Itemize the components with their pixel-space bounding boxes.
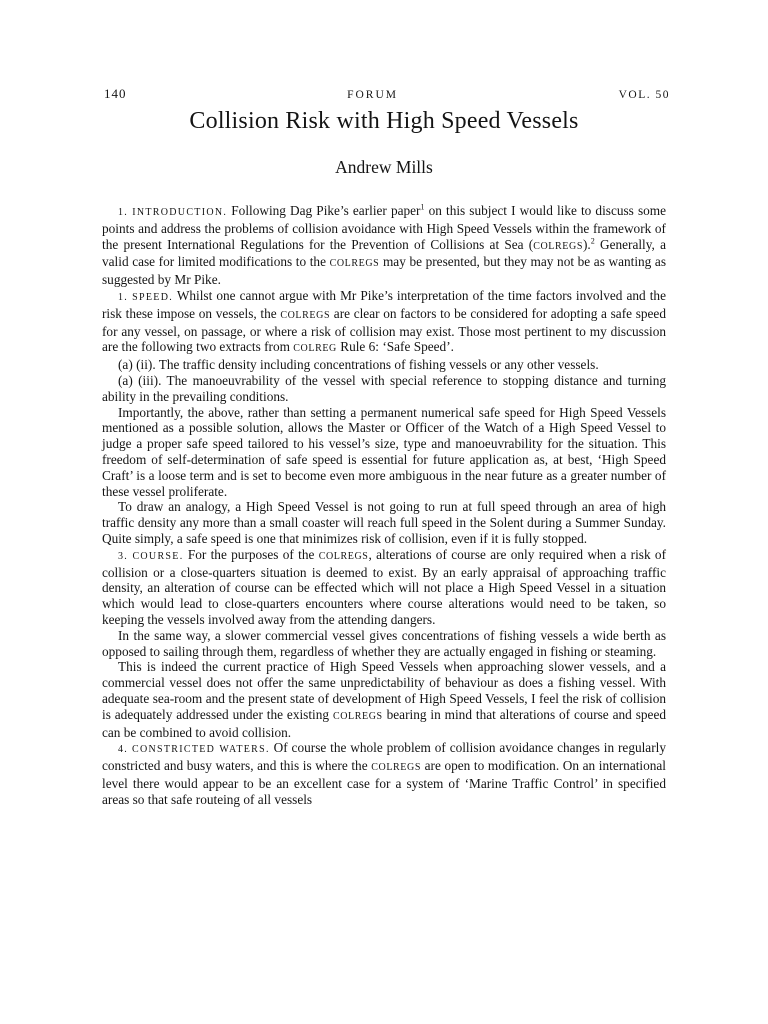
- colregs-term: COLREGS: [329, 258, 380, 270]
- paragraph-text: Following Dag Pike’s earlier paper: [227, 203, 421, 218]
- footnote-marker: 1: [420, 202, 425, 212]
- section-number: 3.: [118, 550, 129, 562]
- article-title: Collision Risk with High Speed Vessels: [189, 108, 579, 134]
- section-number: 1.: [118, 207, 129, 218]
- colregs-term: COLREG: [293, 343, 337, 355]
- running-head: [104, 86, 670, 102]
- paragraph-slower-vessel: In the same way, a slower commercial vessel gives concentrations of fishing vessels a wide berth as opposed to sailing through them, regardless of whether they are actually engaged in fishing or steaming.: [102, 627, 666, 659]
- section-number: 1.: [118, 291, 129, 303]
- paragraph-text: This is indeed the current practice of High Speed Vessels when approaching slower vessels, and a commercial vessel does not offer the same unpredictability of behaviour as does a fishing vessel. With adequate sea-room and the present state of development of High Speed Vessels, I feel the risk of collision is adequately addressed under the existing: [102, 659, 666, 722]
- paragraph-rule-extract-ii: (a) (ii). The traffic density including concentrations of fishing vessels or any other vessels.: [118, 357, 599, 373]
- paragraph-introduction: [102, 203, 666, 288]
- article-author: Andrew Mills: [335, 157, 433, 177]
- section-heading: INTRODUCTION.: [132, 207, 228, 218]
- paragraph-text: Whilst one cannot argue with Mr Pike’s interpretation of the time factors involved and the risk these impose on vessels, the: [102, 287, 666, 321]
- colregs-term: COLREGS: [318, 550, 369, 562]
- section-heading: COURSE.: [132, 550, 184, 562]
- paragraph-speed: [102, 288, 666, 357]
- paragraph-current-practice: [102, 659, 666, 740]
- section-heading: SPEED.: [132, 291, 174, 303]
- volume-label: VOL. 50: [618, 89, 670, 101]
- colregs-term: COLREGS: [533, 240, 583, 252]
- paragraph-text: Rule 6: ‘Safe Speed’.: [336, 339, 454, 355]
- paragraph-text: may be presented, but they may not be as wanting as suggested by Mr Pike.: [102, 254, 666, 288]
- paragraph-text: , alterations of course are only required when a risk of collision or a close-quarters situation is deemed to exist. By an early appraisal of approaching traffic density, an alteration of course can be effected which will not place a High Speed Vessel in a situation which would lead to close-quarters encounters where course alterations would need to be taken, so keeping the vessels involved away from the attending dangers.: [102, 546, 666, 627]
- colregs-term: COLREGS: [332, 710, 383, 722]
- colregs-term: COLREGS: [371, 762, 421, 774]
- section-heading: CONSTRICTED WATERS.: [131, 744, 270, 756]
- paragraph-text: Of course the whole problem of collision avoidance changes in regularly constricted and busy waters, and this is where the: [102, 740, 666, 774]
- paragraph-course: [102, 547, 666, 628]
- article-body: [102, 203, 666, 807]
- paragraph-safe-speed: Importantly, the above, rather than setting a permanent numerical safe speed for High Speed Vessels mentioned as a possible solution, allows the Master or Officer of the Watch of a High Speed Vessel to judge a proper safe speed tailored to his vessel’s size, type and manoeuvrability for the situation. This freedom of self-determination of safe speed is essential for future application as, at best, ‘High Speed Craft’ is a loose term and is set to become even more ambiguous in the near future as a greater number of these vessel proliferate.: [102, 404, 666, 499]
- colregs-term: COLREGS: [280, 309, 331, 321]
- page-number: 140: [104, 86, 127, 101]
- footnote-marker: 2: [590, 236, 595, 246]
- paragraph-text: on this subject I would like to discuss some points and address the problems of collision avoidance with High Speed Vessels within the framework of the present International Regulations for the Prevention of Collisions at Sea (: [102, 203, 667, 252]
- paragraph-constricted-waters: [102, 740, 666, 807]
- paragraph-text: ).: [582, 236, 591, 252]
- paragraph-text: For the purposes of the: [183, 546, 319, 562]
- paragraph-analogy: To draw an analogy, a High Speed Vessel is not going to run at full speed through an area of high traffic density any more than a small coaster will reach full speed in the Solent during a Summer Sunday. Quite simply, a safe speed is one that minimizes risk of collision, even if it is fully stopped.: [102, 499, 666, 546]
- paragraph-text: are clear on factors to be considered for adopting a safe speed for any vessel, on passage, or where a risk of collision may exist. Those most pertinent to my discussion are the following two extracts from: [102, 305, 666, 355]
- paragraph-text: bearing in mind that alterations of course and speed can be combined to avoid collision.: [102, 706, 666, 740]
- journal-section: FORUM: [347, 89, 398, 101]
- section-number: 4.: [118, 744, 129, 756]
- paragraph-text: are open to modification. On an international level there would appear to be an excellent case for a system of ‘Marine Traffic Control’ in specified areas so that safe routeing of all vessels: [102, 758, 666, 807]
- paragraph-text: Generally, a valid case for limited modifications to the: [102, 236, 666, 270]
- paragraph-rule-extract-iii: (a) (iii). The manoeuvrability of the vessel with special reference to stopping distance and turning ability in the prevailing conditions.: [102, 372, 666, 404]
